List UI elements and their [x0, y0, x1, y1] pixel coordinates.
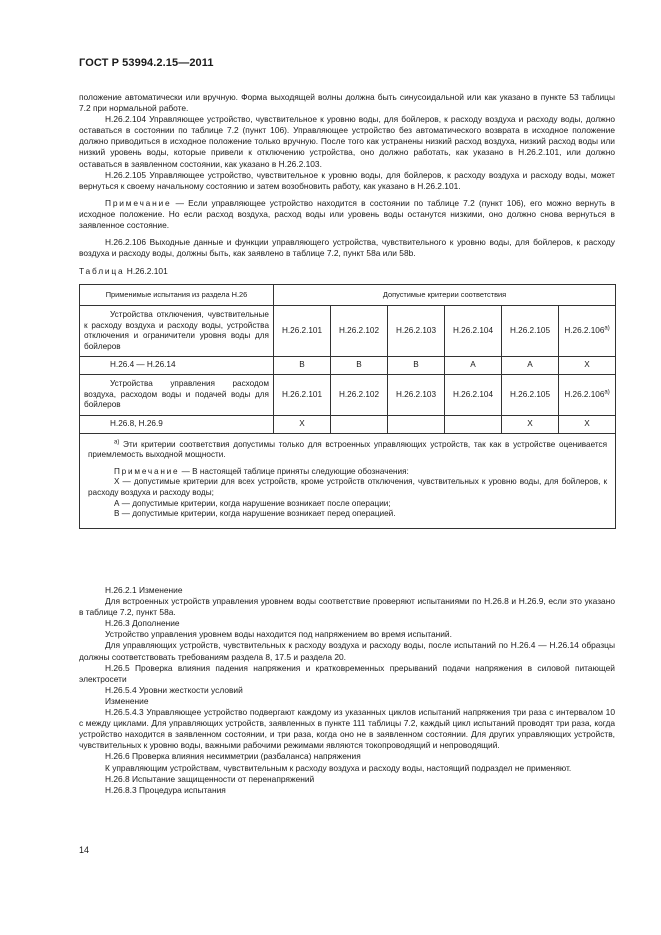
table-note-line: X — допустимые критерии для всех устройств, кроме устройств отключения, чувствительных к уровню воды, для бойлеров, к расходу воздуха и расходу воды; [88, 477, 608, 497]
document-header: ГОСТ Р 53994.2.15—2011 [79, 57, 214, 69]
table-row-label: Устройства управления расходом воздуха, расходом воды и подачей воды для бойлеров [80, 375, 274, 416]
paragraph: Для встроенных устройств управления уровнем воды соответствие проверяют испытаниями по Н.26.8 и Н.26.9, если это указано в таблице 7.2, пункт 58а. [79, 596, 615, 618]
paragraph: Н.26.5.4 Уровни жесткости условий [105, 684, 243, 695]
table-note-label: Примечание [114, 466, 180, 476]
body-bottom [79, 585, 615, 796]
table-header-row [80, 285, 616, 306]
table-cell-text: Н.26.2.106 [564, 326, 605, 336]
footnote-text: Эти критерии соответствия допустимы только для встроенных управляющих устройств, так как в устройстве оценивается приемлемость выходной мощности. [88, 439, 608, 460]
footnote-ref: а) [604, 325, 610, 332]
table-caption [79, 266, 615, 277]
table-cell: X [559, 357, 616, 375]
paragraph: Н.26.8.3 Процедура испытания [105, 784, 226, 795]
paragraph: Н.26.2.105 Управляющее устройство, чувствительное к уровню воды, для бойлеров, к расходу воздуха и расходу воды, может вернуться к своему начальному состоянию и затем возобновить работу, как указано в Н.26.2.101. [79, 169, 615, 191]
table-footnote [88, 440, 607, 461]
criteria-table [79, 284, 616, 528]
table-cell: Н.26.2.101 [274, 306, 331, 357]
paragraph: Н.26.2.106 Выходные данные и функции управляющего устройства, чувствительного к уровню воды, для бойлеров, к расходу воздуха и расходу воды, должны быть, как заявлено в таблице 7.2, пункт 58а или 58b. [79, 237, 615, 259]
table-cell-text: Н.26.2.106 [564, 389, 605, 399]
table-row [80, 306, 616, 357]
table-cell: Н.26.2.105 [502, 375, 559, 416]
page-number: 14 [79, 845, 90, 855]
table-cell: Н.26.2.105 [502, 306, 559, 357]
paragraph: Для управляющих устройств, чувствительных к расходу воздуха и расходу воды, после испытаний по Н.26.4 — Н.26.14 образцы должны соответствовать требованиям раздела 8, 17.5 и раздела 20. [79, 640, 615, 662]
paragraph: Н.26.5 Проверка влияния падения напряжения и кратковременных прерываний подачи напряжения в силовой питающей электросети [79, 662, 615, 684]
paragraph: Н.26.8 Испытание защищенности от перенапряжений [105, 773, 315, 784]
table-row [80, 357, 616, 375]
table-cell: В [388, 357, 445, 375]
table-cell: В [331, 357, 388, 375]
paragraph: Н.26.3 Дополнение [105, 618, 180, 629]
table-cell: Н.26.2.104 [445, 375, 502, 416]
table-caption-number: Н.26.2.101 [126, 266, 168, 277]
table-cell: Н.26.2.101 [274, 375, 331, 416]
table-cell: X [274, 416, 331, 434]
table-cell: А [445, 357, 502, 375]
table-cell: X [502, 416, 559, 434]
table-cell [388, 416, 445, 434]
table-header-tests: Применимые испытания из раздела Н.26 [80, 285, 274, 306]
note-label: Примечание [105, 197, 172, 208]
table-note-text: — В настоящей таблице приняты следующие обозначения: [179, 466, 409, 476]
table-cell: Н.26.2.102 [331, 306, 388, 357]
footnote-mark: а) [114, 438, 120, 445]
note-text: — Если управляющее устройство находится в состоянии по таблице 7.2 (пункт 106), его можно вернуть в исходное положение. Но если расход воздуха, расход воды или уровень воды останутся низкими, оно должно снова вернуться в заявленное состояние. [79, 197, 615, 231]
note-paragraph [79, 198, 615, 231]
paragraph: Н.26.6 Проверка влияния несимметрии (разбаланса) напряжения [105, 751, 361, 762]
table-row-label: Н.26.4 — Н.26.14 [80, 357, 274, 375]
table-notes-row [80, 433, 616, 528]
paragraph: К управляющим устройствам, чувствительным к расходу воздуха и расходу воды, настоящий подраздел не применяют. [105, 762, 572, 773]
table-cell: Н.26.2.104 [445, 306, 502, 357]
footnote-ref: а) [604, 388, 610, 395]
table-row-label: Устройства отключения, чувствительные к расходу воздуха и расходу воды, устройства отключения и ограничители уровня воды для бойлеров [80, 306, 274, 357]
paragraph: Изменение [105, 695, 149, 706]
table-note-intro [88, 467, 607, 478]
table-cell: X [559, 416, 616, 434]
paragraph: Устройство управления уровнем воды находится под напряжением во время испытаний. [105, 629, 452, 640]
table-note-line: В — допустимые критерии, когда нарушение возникает перед операцией. [114, 509, 396, 519]
paragraph: Н.26.2.1 Изменение [105, 585, 183, 595]
table-row [80, 416, 616, 434]
table-note-line: А — допустимые критерии, когда нарушение возникает после операции; [114, 498, 391, 508]
table-cell: Н.26.2.103 [388, 375, 445, 416]
table-notes [80, 433, 616, 528]
table-cell [331, 416, 388, 434]
table-cell: Н.26.2.103 [388, 306, 445, 357]
table-cell: В [274, 357, 331, 375]
table-cell [559, 375, 616, 416]
table-row-label: Н.26.8, Н.26.9 [80, 416, 274, 434]
paragraph: Н.26.5.4.3 Управляющее устройство подвергают каждому из указанных циклов испытаний напряжения три раза с интервалом 10 с между циклами. Для управляющих устройств, заявленных в пункте 111 таблицы 7.2, каждый цикл испытаний проводят три раза, когда устройство находится в заявленном состоянии, и три раза, когда оно не в заявленном состоянии. Для других управляющих устройств, чувствительных к уровню воды, важными рабочими режимами являются токопроводящий и непроводящий. [79, 707, 615, 751]
table-cell [559, 306, 616, 357]
table-caption-label: Таблица [79, 266, 125, 277]
table-row [80, 375, 616, 416]
table-cell: Н.26.2.102 [331, 375, 388, 416]
table-cell [445, 416, 502, 434]
paragraph: положение автоматически или вручную. Форма выходящей волны должна быть синусоидальной или как указано в пункте 53 таблицы 7.2 при нормальной работе. [79, 92, 615, 114]
table-header-criteria: Допустимые критерии соответствия [274, 285, 616, 306]
paragraph: Н.26.2.104 Управляющее устройство, чувствительное к уровню воды, для бойлеров, к расходу воздуха и расходу воды, должно оставаться в состоянии по таблице 7.2 (пункт 106). Управляющее устройство без автоматического возврата в исходное положение должно приводиться в исходное положение только вручную. После того как устранены низкий расход воздуха, низкий расход воды или низкий уровень воды, которые привели к отключению устройства, оно должно работать, как указано в Н.26.2.101, или должно оставаться в заявленном состоянии, как указано в Н.26.2.103. [79, 114, 615, 169]
table-cell: А [502, 357, 559, 375]
body-top [79, 92, 615, 529]
